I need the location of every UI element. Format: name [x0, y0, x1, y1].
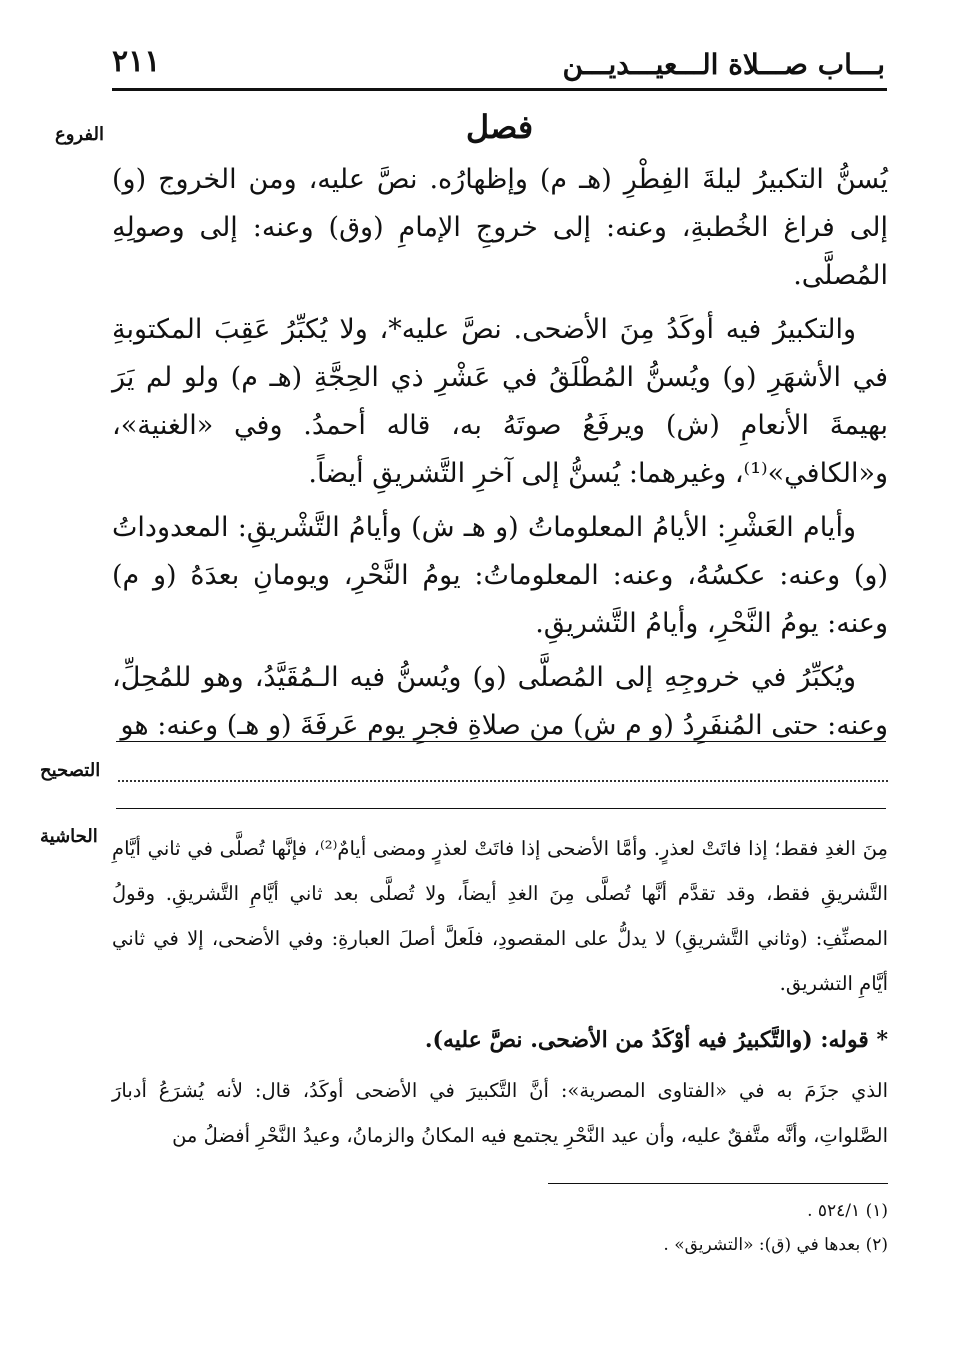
- chapter-title: بـــاب صـــلاة الـــعيـــديـــن: [562, 48, 885, 81]
- footnotes: [112, 1194, 888, 1262]
- margin-label-main: الفروع: [55, 124, 104, 145]
- footnote-1: (١) ٥٢٤/١ .: [807, 1201, 888, 1221]
- main-paragraph-1: يُسنُّ التكبيرُ ليلةَ الفِطْرِ (هـ م) وإظهارُه. نصَّ عليه، ومن الخروج (و) إلى فراغ الخُطبةِ، وعنه: إلى خروجِ الإمامِ (وق) وعنه: إلى وصولِهِ المُصلَّى.: [112, 164, 888, 291]
- divider-top: [116, 741, 886, 742]
- main-paragraph-2: والتكبيرُ فيه أوكَدُ مِنَ الأضحى. نصَّ عليه*، ولا يُكبِّرُ عَقِبَ المكتوبةِ في الأشهَرِ (و) ويُسنُّ المُطْلَقُ في عَشْرِ ذي الحِجَّةِ (هـ م) ولو لم يَرَ بهيمةَ الأنعامِ (ش) ويرفَعُ صوتَهُ به، قاله أحمدُ. وفي «الغنية»، و«الكافي»⁽¹⁾، وغيرهما: يُسنُّ إلى آخرِ التَّشريقِ أيضاً.: [112, 314, 888, 489]
- annotation-text: [112, 826, 888, 1010]
- annotation-paragraph-1: مِنَ الغدِ فقط؛ إذا فاتَتْ لعذرٍ. وأمَّا الأضحى إذا فاتَتْ لعذرٍ ومضى أيامٌ⁽²⁾، فإنَّها تُصلَّى في ثاني أيَّامِ التَّشريقِ فقط، وقد تقدَّم أنَّها تُصلَّى مِنَ الغدِ أيضاً، ولا تُصلَّى بعد ثاني أيَّامِ التَّشريقِ. وقولُ المصنِّفِ: (وثاني التَّشريقِ) لا يدلُّ على المقصودِ، فلَعلَّ أصلَ العبارةِ: وفي الأضحى، إلا في ثاني أيَّامِ التشريق.: [112, 837, 888, 995]
- annotation-paragraph-2: الذي جزَمَ به في «الفتاوى المصرية»: أنَّ التَّكبيرَ في الأضحى أوكَدُ، قال: لأنه يُشرَعُ أدبارَ الصَّلواتِ، وأنَّه متَّفقٌ عليه، وأن عيد النَّحْرِ يجتمع فيه المكانُ والزمانُ، وعيدُ النَّحْرِ أفضلُ من: [112, 1079, 888, 1147]
- margin-label-corrections: التصحيح: [40, 760, 101, 781]
- header-divider: [112, 88, 887, 91]
- main-paragraph-3: وأيام العَشْرِ: الأيامُ المعلوماتُ (و هـ ش) وأيامُ التَّشْريقِ: المعدوداتُ (و) وعنه: عكسُهُ، وعنه: المعلوماتُ: يومُ النَّحْرِ، ويومانِ بعدَهُ (و م) وعنه: يومُ النَّحْرِ، وأيامُ التَّشريقِ.: [112, 512, 888, 639]
- footnote-2: (٢) بعدها في (ق): «التشريق» .: [663, 1235, 888, 1255]
- page-number: ٢١١: [112, 44, 161, 79]
- section-title: فصل: [465, 108, 534, 146]
- divider-bottom: [116, 808, 886, 809]
- margin-label-annotation: الحاشية: [40, 826, 98, 847]
- corrections-dotted-line: [118, 760, 888, 782]
- footnote-divider: [548, 1183, 888, 1184]
- main-paragraph-4: ويُكبِّرُ في خروجِهِ إلى المُصلَّى (و) ويُسنُّ فيه الـمُقَيَّدُ، وهو للمُحِلِّ، وعنه: حتى المُنفَرِدُ (و م ش) من صلاةِ فجرِ يوم عَرفَةَ (و هـ) وعنه: هو: [112, 662, 888, 741]
- main-text: [112, 156, 888, 756]
- annotation-quote-heading: * قوله: (والتَّكبيرُ فيه أوْكَدُ من الأضحى. نصَّ عليه).: [424, 1027, 888, 1053]
